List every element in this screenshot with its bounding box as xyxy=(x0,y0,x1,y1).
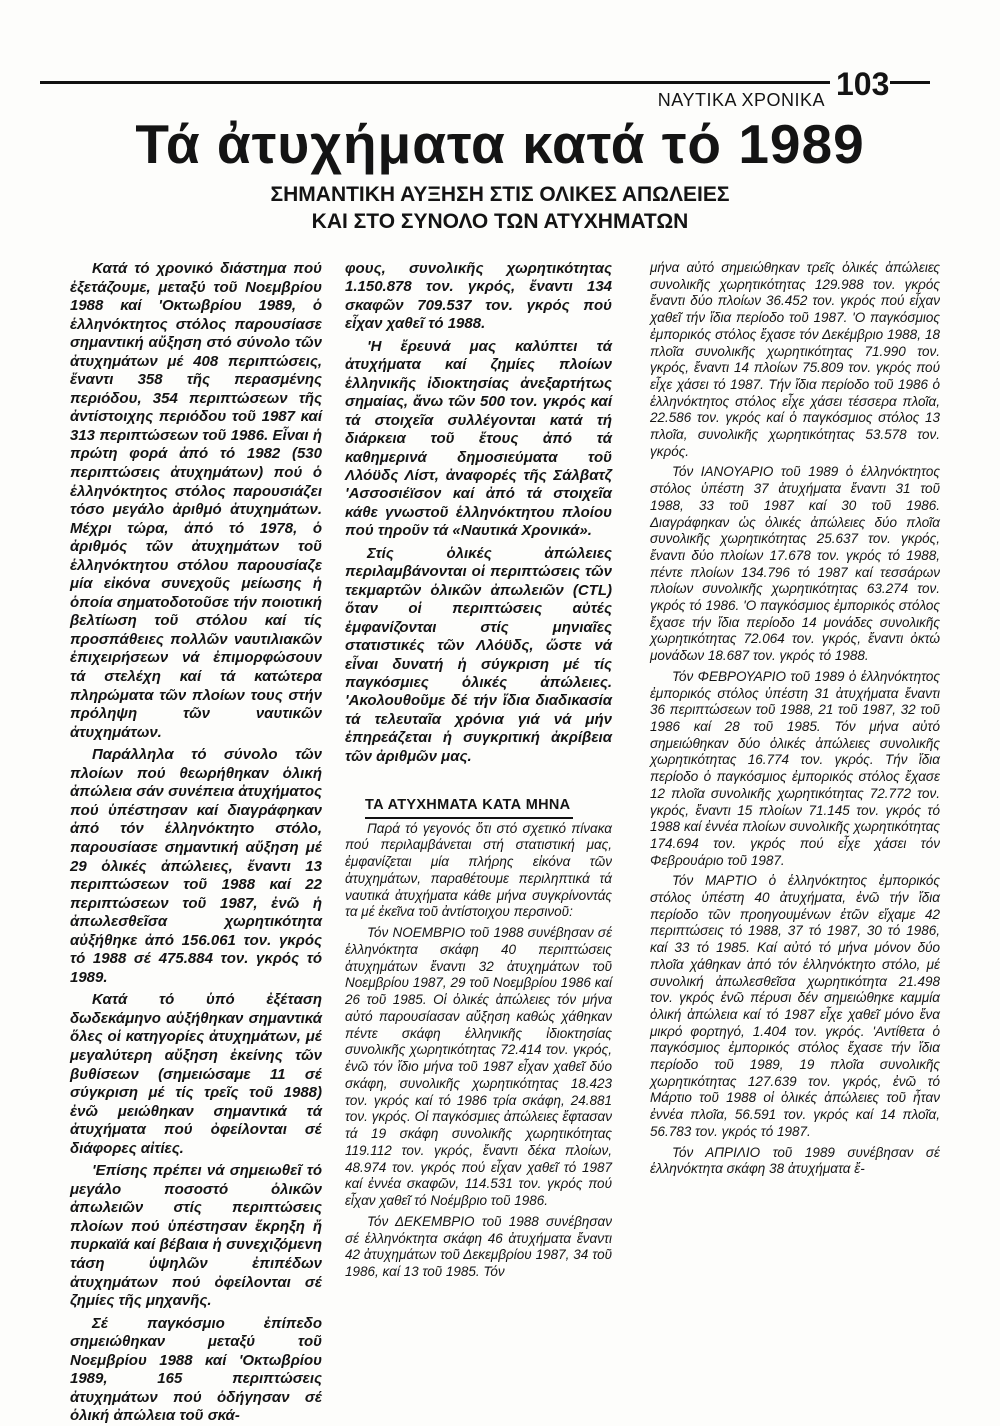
paragraph: Τόν ΔΕΚΕΜΒΡΙΟ τοῦ 1988 συνέβησαν σέ ἑλληνόκτητα σκάφη 46 ἀτυχήματα ἔναντι 42 ἀτυχημάτων τοῦ Δεκεμβρίου 1987, 34 τοῦ 1986, καί 13 τοῦ 1985. Τόν xyxy=(345,1213,612,1280)
page-number: 103 xyxy=(836,66,890,102)
header-rule-right xyxy=(890,81,930,84)
section-body xyxy=(345,821,612,1281)
paragraph: Στίς ὁλικές ἀπώλειες περιλαμβάνονται οἱ περιπτώσεις τῶν τεκμαρτῶν ὁλικῶν ἀπωλειῶν (CTL) ὅταν οἱ περιπτώσεις αὐτές ἐμφανίζονται στίς μηνιαῖες στατιστικές τῶν Λλόϋδς, ὥστε νά εἶναι δυνατή ἡ σύγκριση μέ τίς παγκόσμιες ὁλικές ἀπώλειες. 'Ακολουθοῦμε δέ τήν ἴδια διαδικασία τά τελευταῖα χρόνια γιά νά μήν ἐπηρεάζεται ἡ συγκριτική ἀκρίβεια τῶν ἀριθμῶν μας. xyxy=(345,544,612,765)
paragraph: 'Η ἔρευνά μας καλύπτει τά ἀτυχήματα καί ζημίες πλοίων ἑλληνικῆς ἰδιοκτησίας ἀνεξαρτήτως σημαίας, ἄνω τῶν 500 τον. γκρός καί τά στοιχεῖα συλλέγονται κατά τή διάρκεια τοῦ ἔτους ἀπό τά καθημερινά δημοσιεύματα τοῦ Λλόϋδς Λίστ, ἀναφορές τῆς Σάλβατζ 'Ασσοσιέϊσον καί ἀπό τά στοιχεῖα κάθε γνωστοῦ ἑλληνόκτητου πλοίου πού τηροῦν τά «Ναυτικά Χρονικά». xyxy=(345,337,612,540)
paragraph: φους, συνολικῆς χωρητικότητας 1.150.878 τον. γκρός, ἔναντι 134 σκαφῶν 709.537 τον. γκρός πού εἶχαν χαθεῖ τό 1988. xyxy=(345,260,612,333)
article-title: Τά ἀτυχήματα κατά τό 1989 xyxy=(135,113,865,175)
paragraph: Κατά τό ὑπό ἐξέταση δωδεκάμηνο αὐξήθηκαν σημαντικά ὅλες οἱ κατηγορίες ἀτυχημάτων, μέ μεγαλύτερη αὔξηση ἐκείνης τῶν βυθίσεων (σημειώσαμε 11 σέ σύγκριση μέ τίς τρεῖς τοῦ 1988) ἐνῶ μειώθηκαν σημαντικά τά ἀτυχήματα πού ὀφείλονται σέ διάφορες αἰτίες. xyxy=(70,991,322,1157)
section-heading xyxy=(365,796,612,818)
paragraph: Τόν ΑΠΡΙΛΙΟ τοῦ 1989 συνέβησαν σέ ἑλληνόκτητα σκάφη 38 ἀτυχήματα ἔ- xyxy=(650,1144,940,1177)
paragraph: Παράλληλα τό σύνολο τῶν πλοίων πού θεωρήθηκαν ὁλική ἀπώλεια σάν συνέπεια ἀτυχήματος πού ὑπέστησαν καί διαγράφηκαν ἀπό τόν ἑλληνόκτητο στόλο, παρουσίασε σημαντική αὔξηση μέ 29 ὁλικές ἀπώλειες, ἔναντι 13 περιπτώσεων τοῦ 1988 καί 22 περιπτώσεων τοῦ 1987, ἐνῶ ἡ ἀπωλεσθεῖσα χωρητικότητα αὐξήθηκε ἀπό 156.061 τον. γκρός τό 1988 σέ 475.884 τον. γκρός τό 1989. xyxy=(70,746,322,986)
column-3 xyxy=(650,260,940,1178)
section-heading-text: ΤΑ ΑΤΥΧΗΜΑΤΑ ΚΑΤΑ ΜΗΝΑ xyxy=(365,796,573,818)
header-rule-left xyxy=(40,81,830,84)
paragraph: Παρά τό γεγονός ὅτι στό σχετικό πίνακα πού περιλαμβάνεται στή στατιστική μας, ἐμφανίζεται μία πλήρης εἰκόνα τῶν ἀτυχημάτων, παραθέτουμε περιληπτικά τά ναυτικά ἀτυχήματα κάθε μήνα συγκρίνοντάς τα μέ ἐκεῖνα τοῦ ἀντίστοιχου περσινοῦ: xyxy=(345,820,612,920)
paragraph: Τόν ΜΑΡΤΙΟ ὁ ἑλληνόκτητος ἐμπορικός στόλος ὑπέστη 40 ἀτυχήματα, ἐνῶ τήν ἴδια περίοδο τῶν προηγουμένων ἐτῶν εἴχαμε 42 περιπτώσεις τό 1988, 37 τό 1987, 30 τό 1986, καί 33 τό 1985. Καί αὐτό τό μήνα μόνον δύο πλοῖα χάθηκαν ἀπό τόν ἑλληνόκτητο στόλο, μέ συνολική ἀπωλεσθεῖσα χωρητικότητα 21.498 τον. γκρός ἐνῶ πέρυσι δέν σημειώθηκε καμμία ὁλική ἀπώλεια καί τό 1987 εἶχε χαθεῖ μόνο ἕνα μικρό φορτηγό, 1.404 τον. γκρός. 'Αντίθετα ὁ παγκόσμιος ἐμπορικός στόλος ἔχασε τήν ἴδια περίοδο τοῦ 1989, 19 πλοῖα συνολικῆς χωρητικότητας 127.639 τον. γκρός, ἐνῶ τό Μάρτιο τοῦ 1988 οἱ ὁλικές ἀπώλειες τοῦ ἦταν ἐννέα πλοῖα, 56.591 τον. γκρός καί 14 πλοῖα, 56.783 τον. γκρός τό 1987. xyxy=(650,873,940,1139)
paragraph: Σέ παγκόσμιο ἐπίπεδο σημειώθηκαν μεταξύ τοῦ Νοεμβρίου 1988 καί 'Οκτωβρίου 1989, 165 περιπτώσεις ἀτυχημάτων πού ὁδήγησαν σέ ὁλική ἀπώλεια τοῦ σκά- xyxy=(70,1314,322,1425)
paragraph: Τόν ΙΑΝΟΥΑΡΙΟ τοῦ 1989 ὁ ἑλληνόκτητος στόλος ὑπέστη 37 ἀτυχήματα ἔναντι 31 τοῦ 1988, 33 τοῦ 1987 καί 30 τοῦ 1986. Διαγράφηκαν ὡς ὁλικές ἀπώλειες δύο πλοῖα συνολικῆς χωρητικότητας 25.637 τον. γκρός, ἔναντι δύο πλοίων 17.678 τον. γκρός τό 1988, πέντε πλοίων 134.796 τό 1987 καί τεσσάρων πλοίων συνολικῆς χωρητικότητας 63.274 τον. γκρός τό 1986. 'Ο παγκόσμιος ἐμπορικός στόλος ἔχασε τήν ἴδια περίοδο 14 μονάδες συνολικῆς χωρητικότητας 72.064 τον. γκρός, ἔναντι ὀκτώ μονάδων 18.687 τον. γκρός τό 1988. xyxy=(650,464,940,664)
column-1 xyxy=(70,260,322,1426)
paragraph: Τόν ΝΟΕΜΒΡΙΟ τοῦ 1988 συνέβησαν σέ ἑλληνόκτητα σκάφη 40 περιπτώσεις ἀτυχημάτων ἔναντι 32 ἀτυχημάτων τοῦ Νοεμβρίου 1987, 29 τοῦ Νοεμβρίου 1986 καί 26 τοῦ 1985. Οἱ ὁλικές ἀπώλειες τόν μήνα αὐτό παρουσίασαν αὔξηση καθώς χάθηκαν πέντε σκάφη ἑλληνικῆς ἰδιοκτησίας συνολικῆς χωρητικότητας 72.414 τον. γκρός, ἐνῶ τόν ἴδιο μήνα τοῦ 1987 εἶχαν χαθεῖ δύο σκάφη, συνολικῆς χωρητικότητας 18.423 τον. γκρός καί τό 1986 τρία σκάφη, 24.881 τον. γκρός. Οἱ παγκόσμιες ἀπώλειες ἔφτασαν τά 19 σκάφη συνολικῆς χωρητικότητας 119.112 τον. γκρός, ἔναντι δέκα πλοίων, 48.974 τον. γκρός πού εἶχαν χαθεῖ τό 1987 καί ἐννέα σκαφῶν, 114.531 τον. γκρός πού εἶχαν χαθεῖ τό Νοέμβριο τοῦ 1986. xyxy=(345,925,612,1209)
paragraph: μήνα αὐτό σημειώθηκαν τρεῖς ὁλικές ἀπώλειες συνολικῆς χωρητικότητας 129.988 τον. γκρός ἔναντι δύο πλοίων 36.452 τον. γκρός πού εἶχαν χαθεῖ τήν ἴδια περίοδο τοῦ 1987. 'Ο παγκόσμιος ἐμπορικός στόλος ἔχασε τόν Δεκέμβριο 1988, 18 πλοῖα συνολικῆς χωρητικότητας 71.990 τον. γκρός, ἔναντι 14 πλοίων 75.809 τον. γκρός πού εἶχε χάσει τό 1987. Τήν ἴδια περίοδο τοῦ 1986 ὁ ἑλληνόκτητος στόλος εἶχε χάσει τέσσερα πλοῖα, 22.586 τον. γκρός καί ὁ παγκόσμιος στόλος 13 πλοῖα, συνολικῆς χωρητικότητας 53.578 τον. γκρός. xyxy=(650,260,940,459)
article-subtitle xyxy=(40,181,960,235)
paragraph: 'Επίσης πρέπει νά σημειωθεῖ τό μεγάλο ποσοστό ὁλικῶν ἀπωλειῶν στίς περιπτώσεις πλοίων πού ὑπέστησαν ἔκρηξη ἤ πυρκαϊά καί βέβαια ἡ συνεχιζόμενη τάση ὑψηλῶν ἐπιπέδων ἀτυχημάτων πού ὀφείλονται σέ ζημίες τῆς μηχανῆς. xyxy=(70,1162,322,1310)
paragraph: Κατά τό χρονικό διάστημα πού ἐξετάζουμε, μεταξύ τοῦ Νοεμβρίου 1988 καί 'Οκτωβρίου 1989, ὁ ἑλληνόκτητος στόλος παρουσίασε σημαντική αὔξηση στό σύνολο τῶν ἀτυχημάτων μέ 408 περιπτώσεις, ἔναντι 358 τῆς περασμένης περιόδου, 354 περιπτώσεων τῆς ἀντίστοιχης περιόδου τοῦ 1987 καί 313 περιπτώσεων τοῦ 1986. Εἶναι ἡ πρώτη φορά ἀπό τό 1982 (530 περιπτώσεις ἀτυχημάτων) πού ὁ ἑλληνόκτητος στόλος παρουσιάζει τόσο μεγάλο ἀριθμό ἀτυχημάτων. Μέχρι τώρα, ἀπό τό 1978, ὁ ἀριθμός τῶν ἀτυχημάτων τοῦ ἑλληνόκτητου στόλου παρουσίαζε μία εἰκόνα συνεχοῦς μείωσης ἡ ὁποία σηματοδοτοῦσε τήν ποιοτική βελτίωση τοῦ στόλου καί τίς προσπάθειες πολλῶν ναυτιλιακῶν ἐπιχειρήσεων νά ἐπιμορφώσουν τά στελέχη καί τά κατώτερα πληρώματα τῶν πλοίων τους στήν πρόληψη τῶν ναυτικῶν ἀτυχημάτων. xyxy=(70,260,322,741)
paragraph: Τόν ΦΕΒΡΟΥΑΡΙΟ τοῦ 1989 ὁ ἑλληνόκτητος ἐμπορικός στόλος ὑπέστη 31 ἀτυχήματα ἔναντι 36 περιπτώσεων τοῦ 1988, 21 τοῦ 1987, 32 τοῦ 1986 καί 28 τοῦ 1985. Τόν μήνα αὐτό σημειώθηκαν δύο ὁλικές ἀπώλειες συνολικῆς χωρητικότητας 16.774 τον. γκρός. Τήν ἴδια περίοδο ὁ παγκόσμιος ἐμπορικός στόλος ἔχασε 12 πλοῖα συνολικῆς χωρητικότητας 72.772 τον. γκρός, ἔναντι 15 πλοίων 71.145 τον. γκρός τό 1988 καί ἐννέα πλοίων συνολικῆς χωρητικότητας 174.694 τον. γκρός πού εἶχε χάσει τόν Φεβρουάριο τοῦ 1987. xyxy=(650,668,940,868)
column-2 xyxy=(345,260,612,1281)
subtitle-line-2: ΚΑΙ ΣΤΟ ΣΥΝΟΛΟ ΤΩΝ ΑΤΥΧΗΜΑΤΩΝ xyxy=(311,210,689,233)
subtitle-line-1: ΣΗΜΑΝΤΙΚΗ ΑΥΞΗΣΗ ΣΤΙΣ ΟΛΙΚΕΣ ΑΠΩΛΕΙΕΣ xyxy=(270,183,730,206)
journal-name: ΝΑΥΤΙΚΑ ΧΡΟΝΙΚΑ xyxy=(657,90,825,110)
